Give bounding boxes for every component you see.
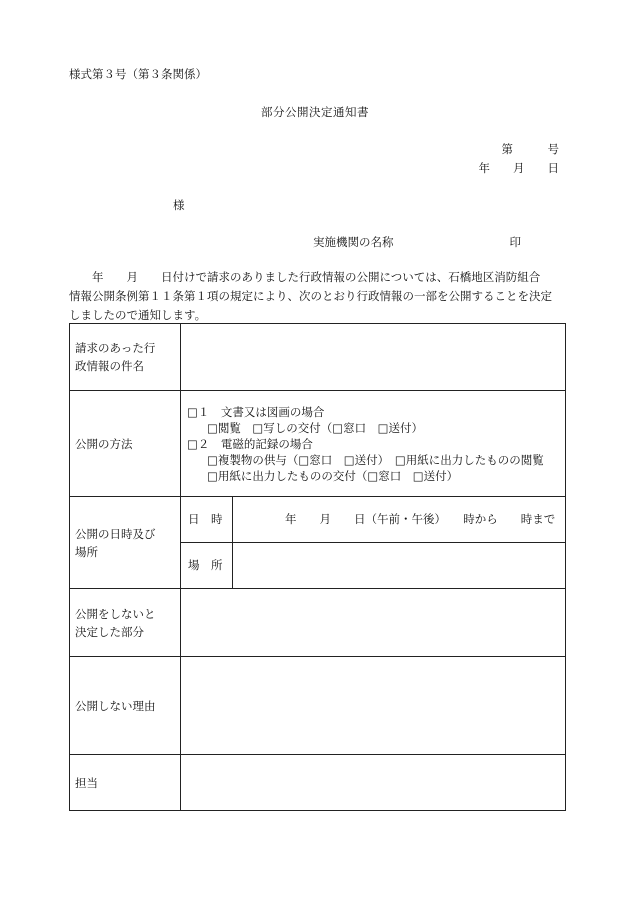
row-undisclosed-part — [70, 589, 566, 657]
seal-mark: 印 — [509, 235, 521, 249]
method-option-document-sub[interactable]: □閲覧 □写しの交付（□窓口 □送付） — [207, 420, 423, 435]
notice-form-table — [69, 323, 566, 811]
body-line-2: 情報公開条例第１１条第１項の規定により、次のとおり行政情報の一部を公開することを決定 — [69, 289, 552, 303]
method-option-electronic-sub2[interactable]: □用紙に出力したものの交付（□窓口 □送付） — [207, 468, 459, 483]
request-subject-label: 請求のあった行 政情報の件名 — [70, 324, 181, 391]
method-option-electronic-sub1[interactable]: □複製物の供与（□窓口 □送付） □用紙に出力したものの閲覧 — [207, 452, 544, 467]
reason-field[interactable] — [181, 657, 566, 755]
issue-number: 第 号 — [501, 142, 559, 156]
contact-field[interactable] — [181, 755, 566, 811]
notice-body — [69, 268, 565, 325]
row-nondisclosure-reason — [70, 657, 566, 755]
contact-label: 担当 — [70, 755, 181, 811]
place-field[interactable] — [233, 542, 566, 588]
row-datetime-place — [70, 497, 566, 589]
addressee-honorific: 様 — [173, 198, 185, 212]
date-field[interactable]: 年 月 日（午前・午後） 時から 時まで — [285, 512, 556, 527]
row-request-subject — [70, 324, 566, 391]
datetime-place-cell — [181, 497, 566, 589]
reason-label: 公開しない理由 — [70, 657, 181, 755]
place-sublabel: 場 所 — [181, 542, 233, 588]
issue-date: 年 月 日 — [478, 161, 559, 175]
request-subject-field[interactable] — [181, 324, 566, 391]
method-label: 公開の方法 — [70, 391, 181, 497]
body-line-3: しましたので通知します。 — [69, 308, 207, 322]
method-options — [181, 391, 566, 497]
date-sublabel: 日 時 — [181, 497, 233, 542]
method-option-document[interactable]: □１ 文書又は図画の場合 — [187, 404, 325, 419]
datetime-place-subtable — [181, 497, 565, 588]
body-line-1: 年 月 日付けで請求のありました行政情報の公開については、石橋地区消防組合 — [69, 270, 541, 284]
method-option-electronic[interactable]: □２ 電磁的記録の場合 — [187, 436, 313, 451]
organization-label: 実施機関の名称 — [313, 235, 394, 249]
row-disclosure-method — [70, 391, 566, 497]
undisclosed-part-field[interactable] — [181, 589, 566, 657]
undisclosed-part-label: 公開をしないと 決定した部分 — [70, 589, 181, 657]
document-title: 部分公開決定通知書 — [261, 105, 369, 119]
organization-line — [313, 234, 521, 250]
row-contact — [70, 755, 566, 811]
form-number: 様式第３号（第３条関係） — [69, 67, 207, 81]
datetime-place-label: 公開の日時及び 場所 — [70, 497, 181, 589]
